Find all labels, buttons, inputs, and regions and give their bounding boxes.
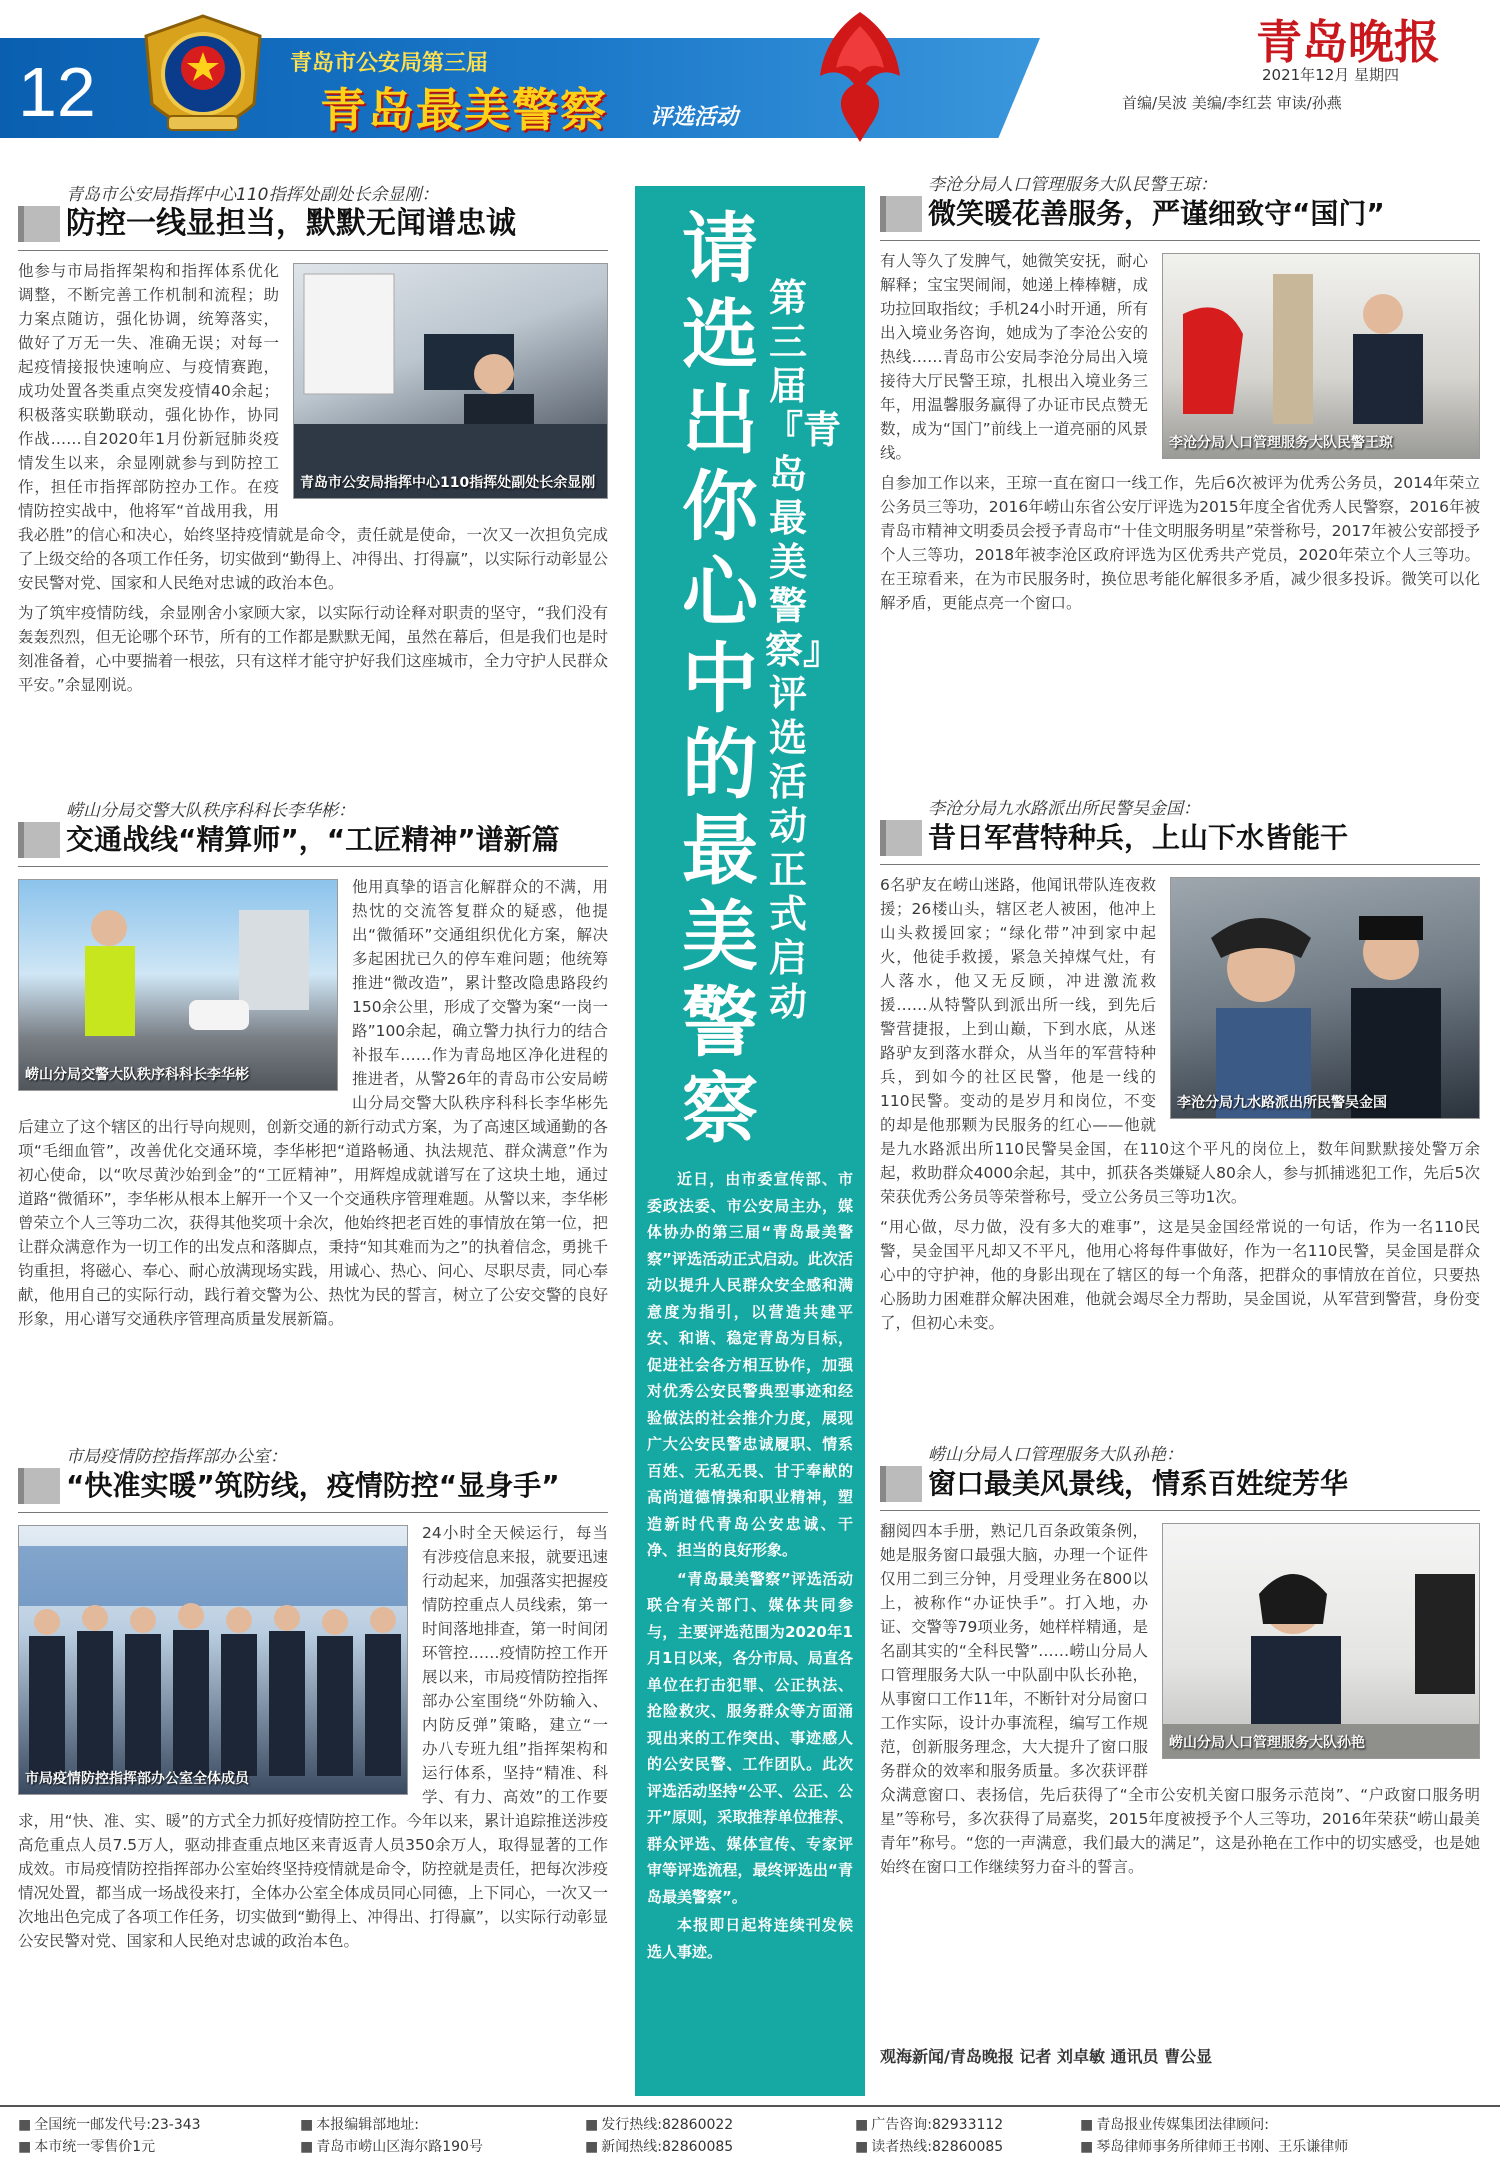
article-wang-qiong bbox=[880, 170, 1480, 774]
photo-caption: 李沧分局九水路派出所民警吴金国 bbox=[1177, 1095, 1387, 1111]
article-kicker: 崂山分局交警大队秩序科科长李华彬： bbox=[66, 801, 355, 821]
divider bbox=[880, 240, 1480, 241]
announcement-paragraph: 本报即日起将连续刊发候选人事迹。 bbox=[647, 1916, 853, 1961]
footer-legal-label: ■ 青岛报业传媒集团法律顾问: bbox=[1080, 2115, 1269, 2135]
campaign-announcement bbox=[647, 1166, 853, 1967]
article-body bbox=[880, 249, 1480, 774]
campaign-panel bbox=[635, 186, 865, 2096]
may-wind-sculpture-icon bbox=[800, 6, 920, 146]
byline: 观海新闻/青岛晚报 记者 刘卓敏 通讯员 曹公显 bbox=[880, 2047, 1213, 2066]
photo-caption: 市局疫情防控指挥部办公室全体成员 bbox=[25, 1771, 249, 1787]
footer-ad-hotline: ■ 广告咨询:82933112 bbox=[855, 2115, 1003, 2135]
article-text: “用心做，尽力做，没有多大的难事”，这是吴金国经常说的一句话，作为一名110民警，吴金国平凡却又不平凡，他用心将每件事做好，作为一名110民警，吴金国是群众心中的守护神，他的身影出现在了辖区的每一个角落，把群众的事情放在首位，只要热心肠助力困难群众解决困难，他就会竭尽全力帮助，吴金国说，从军营到警营，身份变了，但初心未变。 bbox=[880, 1218, 1480, 1332]
footer-address-label: ■ 本报编辑部地址: bbox=[300, 2115, 419, 2135]
article-text: 翻阅四本手册，熟记几百条政策条例，她是服务窗口最强大脑，办理一个证件仅用二到三分钟，月受理业务在800以上，被称作“办证快手”。打入地，办证、交警等79项业务，她样样精通，是名副其实的“全科民警”……崂山分局人口管理服务大队一中队副中队长孙艳，从事窗口工作11年，不断针对分局窗口工作实际，设计办事流程，编写工作规范，创新服务理念，大大提升了窗口服务群众的效率和服务质量。多次获评群众满意窗口、表扬信，先后获得了“全市公安机关窗口服务示范岗”、“户政窗口服务明星”等称号，多次获得了局嘉奖，2015年度被授予个人三等功，2016年荣获“崂山最美青年”称号。“您的一声满意，我们最大的满足”，这是孙艳在工作中的切实感受，也是她始终在窗口工作继续努力奋斗的誓言。 bbox=[880, 1522, 1480, 1876]
police-emblem-icon bbox=[128, 8, 278, 158]
page-number: 12 bbox=[18, 53, 96, 131]
officer-at-computer-icon bbox=[1163, 1524, 1480, 1759]
footer-price: ■ 本市统一零售价1元 bbox=[18, 2137, 155, 2157]
article-text: 他参与市局指挥架构和指挥体系优化调整，不断完善工作机制和流程；助力案点随访，强化协调，统筹落实，做好了万无一失、准确无误；对每一起疫情接报快速响应、与疫情赛跑，成功处置各类重点突发疫情40余起；积极落实联勤联动，强化协作，协同作战……自2020年1月份新冠肺炎疫情发生以来，余显刚就参与到防控工作，担任市指挥部防控办工作。在疫情防控实战中，他将军“首战用我，用我必胜”的信心和决心，始终坚持疫情就是命令，责任就是使命，一次又一次担负完成了上级交给的各项工作任务，切实做到“勤得上、冲得出、打得赢”，以实际行动彰显公安民警对党、国家和人民绝对忠诚的政治本色。 bbox=[18, 262, 608, 592]
photo-control-room bbox=[293, 263, 608, 499]
officer-helping-resident-icon bbox=[1171, 878, 1480, 1119]
article-wu-jinguo bbox=[880, 794, 1480, 1414]
divider bbox=[880, 864, 1480, 865]
officer-at-desk-icon bbox=[294, 264, 608, 499]
article-text: 24小时全天候运行，每当有涉疫信息来报，就要迅速行动起来，加强落实把握疫情防控重点人员线索，第一时间落地排查，第一时间闭环管控……疫情防控工作开展以来，市局疫情防控指挥部办公室围绕“外防输入、内防反弹”策略，建立“一办八专班九组”指挥架构和运行体系，坚持“精准、科学、有力、高效”的工作要求，用“快、准、实、暖”的方式全力抓好疫情防控工作。今年以来，累计追踪推送涉疫高危重点人员7.5万人，驱动排查重点地区来青返青人员350余万人，取得显著的工作成效。市局疫情防控指挥部办公室始终坚持疫情就是命令，防控就是责任，把每次涉疫情况处置，都当成一场战役来打，全体办公室全体成员同心同德，上下同心，一次又一次地出色完成了各项工作任务，切实做到“勤得上、冲得出、打得赢”，以实际行动彰显公安民警对党、国家和人民绝对忠诚的政治本色。 bbox=[18, 1524, 608, 1950]
photo-caption: 崂山分局人口管理服务大队孙艳 bbox=[1169, 1735, 1365, 1751]
photo-caption: 青岛市公安局指挥中心110指挥处副处长余显刚 bbox=[300, 475, 596, 491]
article-body bbox=[18, 1521, 608, 2076]
banner-title: 青岛最美警察 bbox=[320, 83, 608, 137]
article-kicker: 崂山分局人口管理服务大队孙艳： bbox=[928, 1445, 1183, 1465]
footer-address: ■ 青岛市崂山区海尔路190号 bbox=[300, 2137, 483, 2157]
article-body bbox=[880, 873, 1480, 1414]
left-column bbox=[18, 180, 608, 2076]
newspaper-masthead: 青岛晚报 bbox=[1256, 15, 1440, 69]
photo-team bbox=[18, 1525, 408, 1795]
right-column bbox=[880, 170, 1480, 2050]
article-body bbox=[18, 875, 608, 1416]
article-kicker: 李沧分局人口管理服务大队民警王琼： bbox=[928, 175, 1217, 195]
article-text: 有人等久了发脾气，她微笑安抚，耐心解释；宝宝哭闹闹，她递上棒棒糖，成功拉回取指纹；手机24小时开通，所有出入境业务咨询，她成为了李沧公安的热线……青岛市公安局李沧分局出入境接待大厅民警王琼，扎根出入境业务三年，用温馨服务赢得了办证市民点赞无数，成为“国门”前线上一道亮丽的风景线。 bbox=[880, 252, 1148, 462]
article-body bbox=[880, 1519, 1480, 2039]
footer-postal-code: ■ 全国统一邮发代号:23-343 bbox=[18, 2115, 201, 2135]
article-yu-xiangang bbox=[18, 180, 608, 770]
article-headline: 交通战线“精算师”，“工匠精神”谱新篇 bbox=[66, 820, 608, 860]
traffic-officer-icon bbox=[19, 880, 338, 1091]
article-headline: 防控一线显担当，默默无闻谱忠诚 bbox=[66, 204, 608, 244]
footer-distribution-hotline: ■ 发行热线:82860022 bbox=[585, 2115, 733, 2135]
article-sun-yan bbox=[880, 1440, 1480, 2050]
page-footer bbox=[0, 2105, 1500, 2162]
campaign-title: 请选出你心中的最美警察 bbox=[682, 204, 758, 1153]
divider bbox=[18, 250, 608, 251]
article-headline: “快准实暖”筑防线，疫情防控“显身手” bbox=[66, 1466, 608, 1506]
article-headline: 昔日军营特种兵，上山下水皆能干 bbox=[928, 818, 1480, 858]
divider bbox=[880, 1510, 1480, 1511]
article-headline: 窗口最美风景线，情系百姓绽芳华 bbox=[928, 1464, 1480, 1504]
article-text: 他用真挚的语言化解群众的不满，用热忱的交流答复群众的疑惑，他提出“微循环”交通组织优化方案，解决多起困扰已久的停车难问题；他统筹推进“微改造”，累计整改隐患路段约150余公里，形成了交警为案“一岗一路”100余起，确立警力执行力的结合补报车……作为青岛地区净化进程的推进者，从警26年的青岛市公安局崂山分局交警大队秩序科科长李华彬先后建立了这个辖区的出行导向规则，创新交通的新行动式方案，为了高速区域通勤的各项“毛细血管”，改善优化交通环境，李华彬把“道路畅通、执法规范、群众满意”作为初心使命，以“吹尽黄沙始到金”的“工匠精神”，用辉煌成就谱写在了这块土地，通过道路“微循环”，李华彬从根本上解开一个又一个交通秩序管理难题。从警以来，李华彬曾荣立个人三等功二次，获得其他奖项十余次，他始终把老百姓的事情放在第一位，把让群众满意作为一切工作的出发点和落脚点，秉持“知其难而为之”的执着信念，勇挑千钧重担，将磁心、奉心、耐心放满现场实践，用诚心、热心、问心、尽职尽责，同心奉献，他用自己的实际行动，践行着交警为公、热忱为民的誓言，树立了公安交警的良好形象，用心谱写交通秩序管理高质量发展新篇。 bbox=[18, 878, 608, 1328]
footer-reader-hotline: ■ 读者热线:82860085 bbox=[855, 2137, 1003, 2157]
police-team-icon bbox=[19, 1526, 408, 1795]
officer-with-flag-icon bbox=[1163, 254, 1480, 459]
issue-date: 2021年12月 星期四 bbox=[1262, 66, 1400, 84]
article-kicker: 青岛市公安局指挥中心110指挥处副处长余显刚： bbox=[66, 185, 439, 205]
announcement-paragraph: 近日，由市委宣传部、市委政法委、市公安局主办，媒体协办的第三届“青岛最美警察”评选活动正式启动。此次活动以提升人民群众安全感和满意度为指引，以营造共建平安、和谐、稳定青岛为目标，促进社会各方相互协作，加强对优秀公安民警典型事迹和经验做法的社会推介力度，展现广大公安民警忠诚履职、情系百姓、无私无畏、甘于奉献的高尚道德情操和职业精神，塑造新时代青岛公安忠诚、干净、担当的良好形象。 bbox=[647, 1170, 853, 1559]
page-header bbox=[0, 0, 1500, 160]
article-epidemic-office bbox=[18, 1442, 608, 2076]
article-headline: 微笑暖花善服务，严谨细致守“国门” bbox=[928, 194, 1480, 234]
campaign-subtitle: 第三届『青岛最美警察』评选活动正式启动 bbox=[765, 276, 842, 1024]
article-kicker: 李沧分局九水路派出所民警吴金国： bbox=[928, 799, 1200, 819]
footer-legal-counsel: ■ 琴岛律师事务所律师王书刚、王乐谦律师 bbox=[1080, 2137, 1348, 2157]
photo-traffic-officer bbox=[18, 879, 338, 1091]
photo-window-officer bbox=[1162, 1523, 1480, 1759]
footer-news-hotline: ■ 新闻热线:82860085 bbox=[585, 2137, 733, 2157]
editor-credits: 首编/吴波 美编/李红芸 审读/孙燕 bbox=[1122, 94, 1342, 112]
photo-caption: 李沧分局人口管理服务大队民警王琼 bbox=[1169, 435, 1393, 451]
article-text: 为了筑牢疫情防线，余显刚舍小家顾大家，以实际行动诠释对职责的坚守，“我们没有轰轰烈烈，但无论哪个环节，所有的工作都是默默无闻，虽然在幕后，但是我们也是时刻准备着，心中要揣着一根弦，只有这样才能守护好我们这座城市，全力守护人民群众平安。”余显刚说。 bbox=[18, 604, 608, 694]
article-kicker: 市局疫情防控指挥部办公室： bbox=[66, 1447, 287, 1467]
divider bbox=[18, 866, 608, 867]
banner-tag: 评选活动 bbox=[650, 105, 739, 130]
divider bbox=[18, 1512, 608, 1513]
article-text: 6名驴友在崂山迷路，他闻讯带队连夜救援；26楼山头，辖区老人被困，他冲上山头救援回家；“绿化带”冲到家中起火，他徒手救援，紧急关掉煤气灶，有人落水，他又无反顾，冲进激流救援……从特警队到派出所一线，到先后警营捷报，上到山巅，下到水底，从迷路驴友到落水群众，从当年的军营特种兵，到如今的社区民警，他是一线的110民警。变动的是岁月和岗位，不变的却是他那颗为民服务的红心——他就是九水路派出所110民警吴金国，在110这个平凡的岗位上，数年间默默接处警万余起，救助群众4000余起，其中，抓获各类嫌疑人80余人，参与抓捕逃犯工作，先后5次荣获优秀公务员等荣誉称号，受立公务员三等功1次。 bbox=[880, 876, 1480, 1206]
article-text: 自参加工作以来，王琼一直在窗口一线工作，先后6次被评为优秀公务员，2014年荣立公务员三等功，2016年崂山东省公安厅评选为2015年度全省优秀人民警察，2016年被青岛市精神文明委员会授予青岛市“十佳文明服务明星”荣誉称号，2017年被公安部授予个人三等功，2018年被李沧区政府评选为区优秀共产党员，2020年荣立个人三等功。在王琼看来，在为市民服务时，换位思考能化解很多矛盾，减少很多投诉。微笑可以化解矛盾，更能点亮一个窗口。 bbox=[880, 474, 1480, 612]
announcement-paragraph: “青岛最美警察”评选活动联合有关部门、媒体共同参与，主要评选范围为2020年1月1日以来，各分市局、局直各单位在打击犯罪、公正执法、抢险救灾、服务群众等方面涌现出来的工作突出、事迹感人的公安民警、工作团队。此次评选活动坚持“公平、公正、公开”原则，采取推荐单位推荐、群众评选、媒体宣传、专家评审等评选流程，最终评选出“青岛最美警察”。 bbox=[647, 1569, 853, 1906]
banner-subtitle: 青岛市公安局第三届 bbox=[290, 51, 489, 76]
article-body bbox=[18, 259, 608, 770]
photo-caption: 崂山分局交警大队秩序科科长李华彬 bbox=[25, 1067, 249, 1083]
article-li-huabin bbox=[18, 796, 608, 1416]
photo-community-officer bbox=[1170, 877, 1480, 1119]
photo-service-desk bbox=[1162, 253, 1480, 459]
